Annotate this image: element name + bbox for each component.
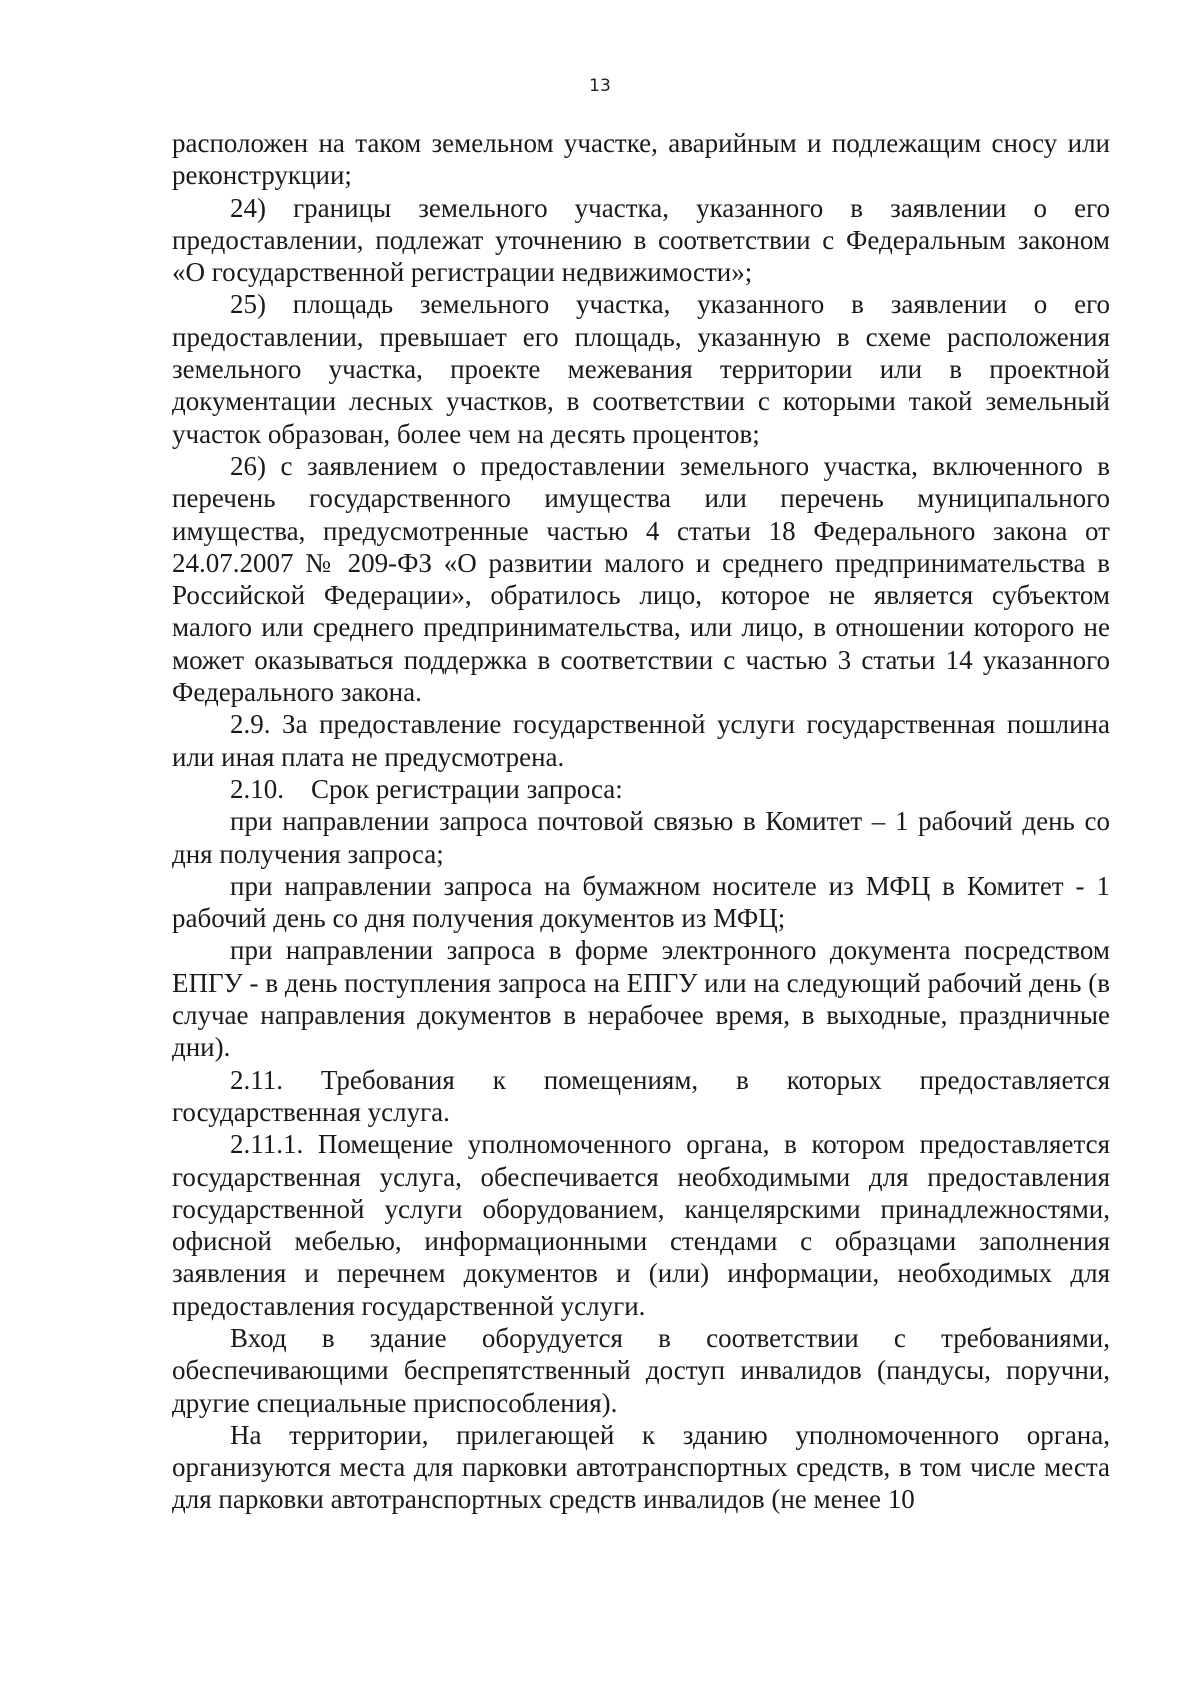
paragraph-item-24: 24) границы земельного участка, указанного в заявлении о его предоставлении, подлежат уточнению в соответствии с Федеральным законом «О государственной регистрации недвижимости»; — [172, 192, 1110, 288]
paragraph-parking: На территории, прилегающей к зданию уполномоченного органа, организуются места для парковки автотранспортных средств, в том числе места для парковки автотранспортных средств инвалидов (не менее 10 — [172, 1419, 1110, 1515]
paragraph-section-2-10: 2.10. Срок регистрации запроса: — [230, 773, 623, 804]
paragraph-item-25: 25) площадь земельного участка, указанного в заявлении о его предоставлении, превышает его площадь, указанную в схеме расположения земельного участка, проекте межевания территории или в проектной документации лесных участков, в соответствии с которыми такой земельный участок образован, более чем на десять процентов; — [172, 289, 1110, 449]
paragraph-mfc-registration: при направлении запроса на бумажном носителе из МФЦ в Комитет - 1 рабочий день со дня получения документов из МФЦ; — [172, 870, 1110, 934]
paragraph-item-26: 26) с заявлением о предоставлении земельного участка, включенного в перечень государственного имущества или перечень муниципального имущества, предусмотренные частью 4 статьи 18 Федерального закона от 24.07.2007 № 209-ФЗ «О развитии малого и среднего предпринимательства в Российской Федерации», обратилось лицо, которое не является субъектом малого или среднего предпринимательства, или лицо, в отношении которого не может оказываться поддержка в соответствии с частью 3 статьи 14 указанного Федерального закона. — [172, 450, 1110, 708]
document-body — [172, 127, 1110, 1516]
paragraph-section-2-11: 2.11. Требования к помещениям, в которых предоставляется государственная услуга. — [172, 1064, 1110, 1127]
paragraph-continuation: расположен на таком земельном участке, аварийным и подлежащим сносу или реконструкции; — [172, 128, 1110, 191]
paragraph-section-2-9: 2.9. За предоставление государственной услуги государственная пошлина или иная плата не предусмотрена. — [172, 709, 1110, 772]
page-number: 13 — [589, 76, 611, 96]
paragraph-postal-registration: при направлении запроса почтовой связью в Комитет – 1 рабочий день со дня получения запроса; — [172, 806, 1110, 869]
paragraph-section-2-11-1: 2.11.1. Помещение уполномоченного органа, в котором предоставляется государственная услуга, обеспечивается необходимыми для предоставления государственной услуги оборудованием, канцелярскими принадлежностями, офисной мебелью, информационными стендами с образцами заполнения заявления и перечнем документов и (или) информации, необходимых для предоставления государственной услуги. — [172, 1129, 1110, 1321]
paragraph-epgu-registration: при направлении запроса в форме электронного документа посредством ЕПГУ - в день поступления запроса на ЕПГУ или на следующий рабочий день (в случае направления документов в нерабочее время, в выходные, праздничные дни). — [172, 935, 1110, 1063]
paragraph-building-entrance: Вход в здание оборудуется в соответствии с требованиями, обеспечивающими беспрепятственный доступ инвалидов (пандусы, поручни, другие специальные приспособления). — [172, 1322, 1110, 1418]
